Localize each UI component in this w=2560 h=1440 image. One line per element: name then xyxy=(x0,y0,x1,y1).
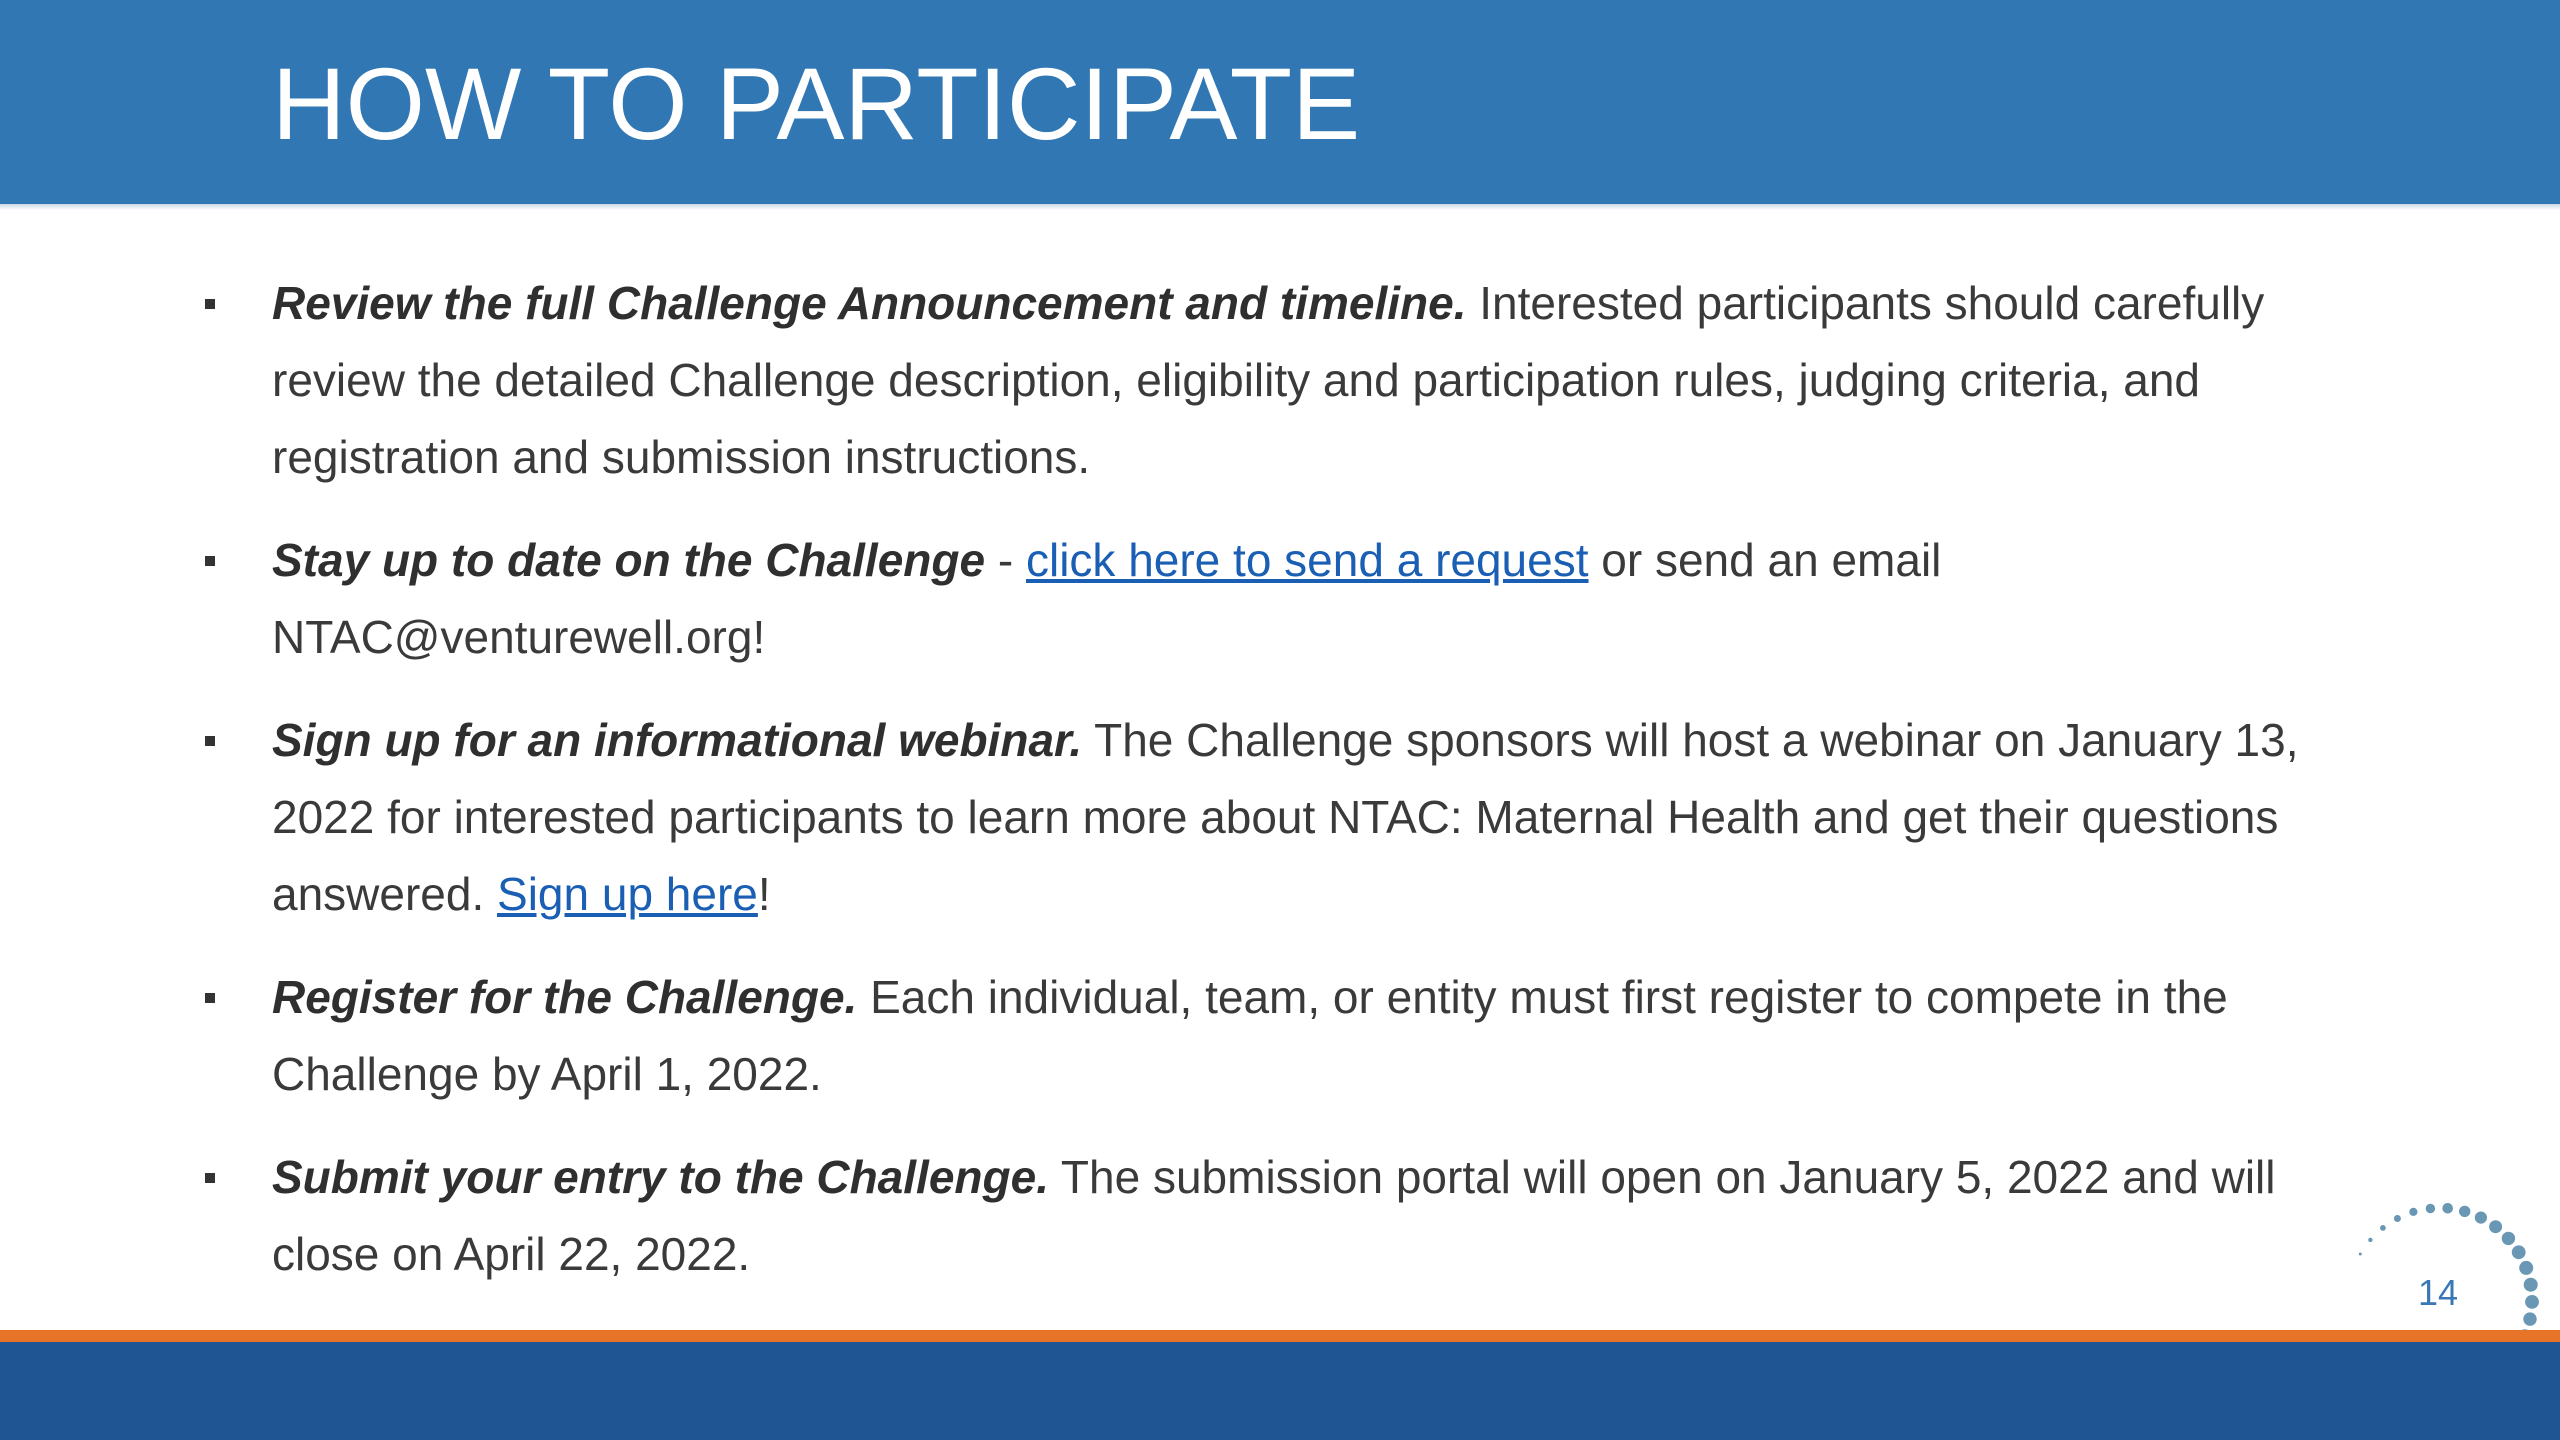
bullet-lead: Review the full Challenge Announcement and timeline. xyxy=(272,277,1467,329)
arc-dot xyxy=(2368,1238,2372,1242)
square-bullet-icon xyxy=(205,1173,215,1183)
bullet-webinar xyxy=(190,702,2370,933)
arc-dot xyxy=(2426,1204,2435,1213)
square-bullet-icon xyxy=(205,299,215,309)
bullet-register xyxy=(190,959,2370,1113)
arc-dot xyxy=(2359,1253,2362,1256)
square-bullet-icon xyxy=(205,556,215,566)
square-bullet-icon xyxy=(205,993,215,1003)
arc-dot xyxy=(2475,1212,2487,1224)
bullet-text: The submission portal will open on January 5, 2022 and will close on April 22, 2022. xyxy=(272,1151,2276,1280)
footer-band xyxy=(0,1342,2560,1440)
bullet-text: The Challenge sponsors will host a webinar on January 13, 2022 for interested participants to learn more about NTAC: Maternal Health and get their questions answered. xyxy=(272,714,2299,920)
bullet-submit-entry xyxy=(190,1139,2370,1293)
bullet-lead: Stay up to date on the Challenge xyxy=(272,534,986,586)
slide-title: HOW TO PARTICIPATE xyxy=(272,47,1361,161)
bullet-lead: Submit your entry to the Challenge. xyxy=(272,1151,1049,1203)
arc-dot xyxy=(2524,1278,2538,1292)
bullet-text: ! xyxy=(757,868,771,920)
bullet-text: - xyxy=(985,534,1026,586)
bullet-list xyxy=(190,265,2370,1319)
bullet-lead: Sign up for an informational webinar. xyxy=(272,714,1083,766)
arc-dot xyxy=(2442,1203,2453,1214)
send-request-link[interactable]: click here to send a request xyxy=(1025,534,1589,586)
arc-dot xyxy=(2459,1206,2470,1217)
sign-up-link[interactable]: Sign up here xyxy=(497,868,758,920)
arc-dot xyxy=(2519,1261,2533,1275)
header-shadow xyxy=(0,204,2560,210)
arc-dot xyxy=(2409,1208,2417,1216)
bullet-stay-up-to-date xyxy=(190,522,2370,676)
bullet-lead: Register for the Challenge. xyxy=(272,971,858,1023)
arc-dot xyxy=(2394,1215,2401,1222)
arc-dot xyxy=(2380,1225,2386,1231)
bullet-review-announcement xyxy=(190,265,2370,496)
bullet-text: or send an email NTAC@venturewell.org! xyxy=(272,534,1942,663)
bullet-text: Interested participants should carefully review the detailed Challenge description, eligibility and participation rules, judging criteria, and registration and submission instructions. xyxy=(272,277,2265,483)
bullet-text: Each individual, team, or entity must first register to compete in the Challenge by April 1, 2022. xyxy=(272,971,2228,1100)
arc-dot xyxy=(2502,1232,2515,1245)
page-number: 14 xyxy=(2418,1272,2459,1313)
footer-accent-stripe xyxy=(0,1330,2560,1342)
arc-dot xyxy=(2489,1220,2502,1233)
square-bullet-icon xyxy=(205,736,215,746)
arc-dot xyxy=(2512,1245,2526,1259)
arc-dot xyxy=(2525,1295,2539,1309)
arc-dot xyxy=(2523,1312,2536,1325)
